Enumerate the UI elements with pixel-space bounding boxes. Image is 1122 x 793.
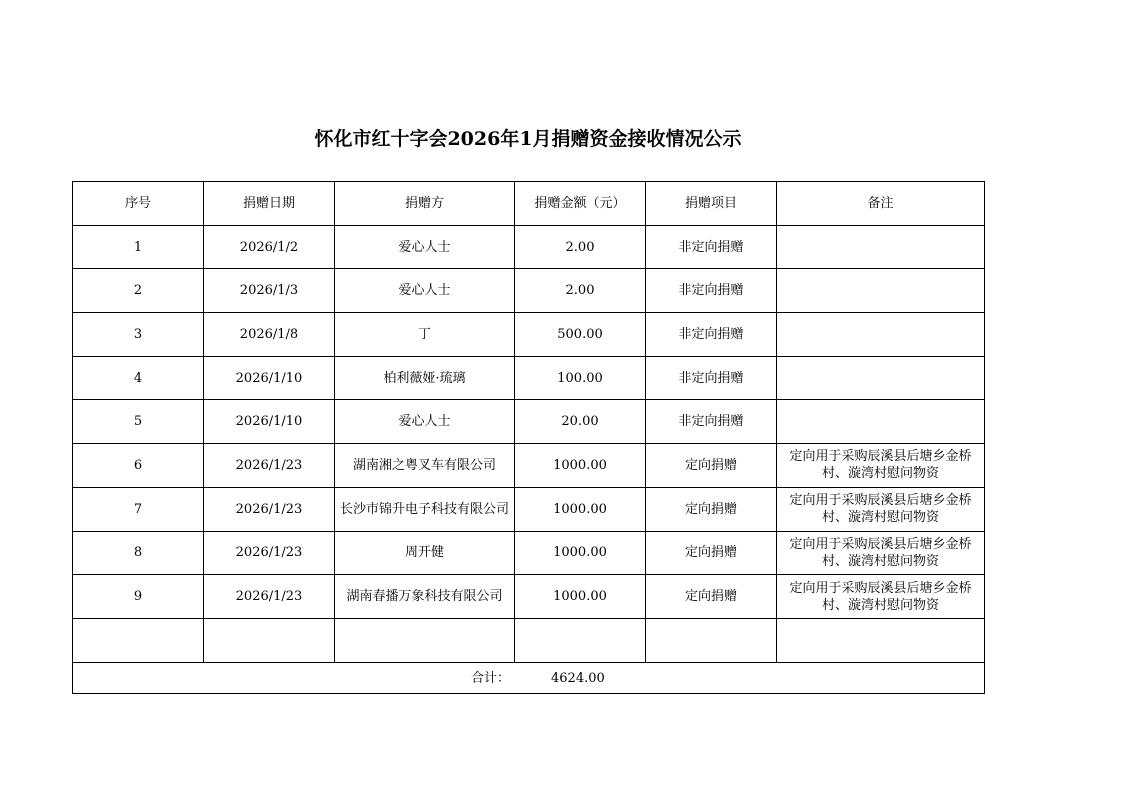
- header-row: [73, 182, 985, 226]
- cell-donor: 爱心人士: [335, 400, 515, 444]
- cell-amount: 500.00: [515, 313, 646, 357]
- cell-project: 非定向捐赠: [646, 400, 777, 444]
- column-header-note: 备注: [777, 182, 985, 226]
- cell-project: 非定向捐赠: [646, 313, 777, 357]
- cell-no: 6: [73, 444, 204, 488]
- cell-note: 定向用于采购辰溪县后塘乡金桥村、漩湾村慰问物资: [777, 575, 985, 619]
- table-row: [73, 400, 985, 444]
- cell-date: 2026/1/8: [204, 313, 335, 357]
- cell-amount: 100.00: [515, 356, 646, 400]
- cell-amount: 1000.00: [515, 444, 646, 488]
- cell-donor: 长沙市锦升电子科技有限公司: [335, 487, 515, 531]
- cell-no: 5: [73, 400, 204, 444]
- donation-table: [72, 181, 985, 694]
- cell-amount: 1000.00: [515, 531, 646, 575]
- cell-no: 7: [73, 487, 204, 531]
- cell-note: 定向用于采购辰溪县后塘乡金桥村、漩湾村慰问物资: [777, 487, 985, 531]
- cell-note: [777, 225, 985, 269]
- cell-project: 非定向捐赠: [646, 269, 777, 313]
- cell-project: 非定向捐赠: [646, 356, 777, 400]
- cell-empty: [646, 618, 777, 662]
- cell-no: 9: [73, 575, 204, 619]
- cell-donor: 湖南春播万象科技有限公司: [335, 575, 515, 619]
- page-title: 怀化市红十字会2026年1月捐赠资金接收情况公示: [314, 128, 742, 150]
- cell-empty: [515, 618, 646, 662]
- cell-date: 2026/1/10: [204, 356, 335, 400]
- cell-no: 4: [73, 356, 204, 400]
- cell-date: 2026/1/3: [204, 269, 335, 313]
- column-header-date: 捐赠日期: [204, 182, 335, 226]
- cell-project: 定向捐赠: [646, 487, 777, 531]
- cell-no: 1: [73, 225, 204, 269]
- table-row: [73, 225, 985, 269]
- column-header-amount: 捐赠金额（元）: [515, 182, 646, 226]
- cell-project: 定向捐赠: [646, 444, 777, 488]
- table-row: [73, 487, 985, 531]
- cell-date: 2026/1/23: [204, 531, 335, 575]
- cell-donor: 湖南湘之粤叉车有限公司: [335, 444, 515, 488]
- cell-amount: 2.00: [515, 225, 646, 269]
- total-cell: [73, 662, 985, 693]
- table-row: [73, 356, 985, 400]
- cell-amount: 1000.00: [515, 487, 646, 531]
- cell-donor: 柏利薇娅·琉璃: [335, 356, 515, 400]
- cell-note: 定向用于采购辰溪县后塘乡金桥村、漩湾村慰问物资: [777, 444, 985, 488]
- cell-amount: 1000.00: [515, 575, 646, 619]
- cell-note: [777, 313, 985, 357]
- cell-date: 2026/1/2: [204, 225, 335, 269]
- cell-date: 2026/1/10: [204, 400, 335, 444]
- column-header-donor: 捐赠方: [335, 182, 515, 226]
- cell-donor: 丁: [335, 313, 515, 357]
- cell-donor: 周开健: [335, 531, 515, 575]
- column-header-no: 序号: [73, 182, 204, 226]
- table-row: [73, 575, 985, 619]
- cell-date: 2026/1/23: [204, 487, 335, 531]
- cell-empty: [335, 618, 515, 662]
- cell-date: 2026/1/23: [204, 575, 335, 619]
- cell-no: 3: [73, 313, 204, 357]
- table-row: [73, 269, 985, 313]
- total-value: 4624.00: [551, 670, 605, 686]
- cell-project: 非定向捐赠: [646, 225, 777, 269]
- table-row: [73, 531, 985, 575]
- cell-amount: 20.00: [515, 400, 646, 444]
- cell-project: 定向捐赠: [646, 531, 777, 575]
- cell-donor: 爱心人士: [335, 269, 515, 313]
- cell-donor: 爱心人士: [335, 225, 515, 269]
- column-header-project: 捐赠项目: [646, 182, 777, 226]
- cell-empty: [777, 618, 985, 662]
- cell-no: 8: [73, 531, 204, 575]
- cell-date: 2026/1/23: [204, 444, 335, 488]
- cell-empty: [73, 618, 204, 662]
- cell-amount: 2.00: [515, 269, 646, 313]
- table-row-empty: [73, 618, 985, 662]
- cell-empty: [204, 618, 335, 662]
- cell-note: [777, 269, 985, 313]
- total-row: [73, 662, 985, 693]
- table-row: [73, 313, 985, 357]
- cell-note: 定向用于采购辰溪县后塘乡金桥村、漩湾村慰问物资: [777, 531, 985, 575]
- cell-no: 2: [73, 269, 204, 313]
- table-row: [73, 444, 985, 488]
- total-label: 合计：: [471, 670, 511, 686]
- cell-note: [777, 400, 985, 444]
- cell-note: [777, 356, 985, 400]
- cell-project: 定向捐赠: [646, 575, 777, 619]
